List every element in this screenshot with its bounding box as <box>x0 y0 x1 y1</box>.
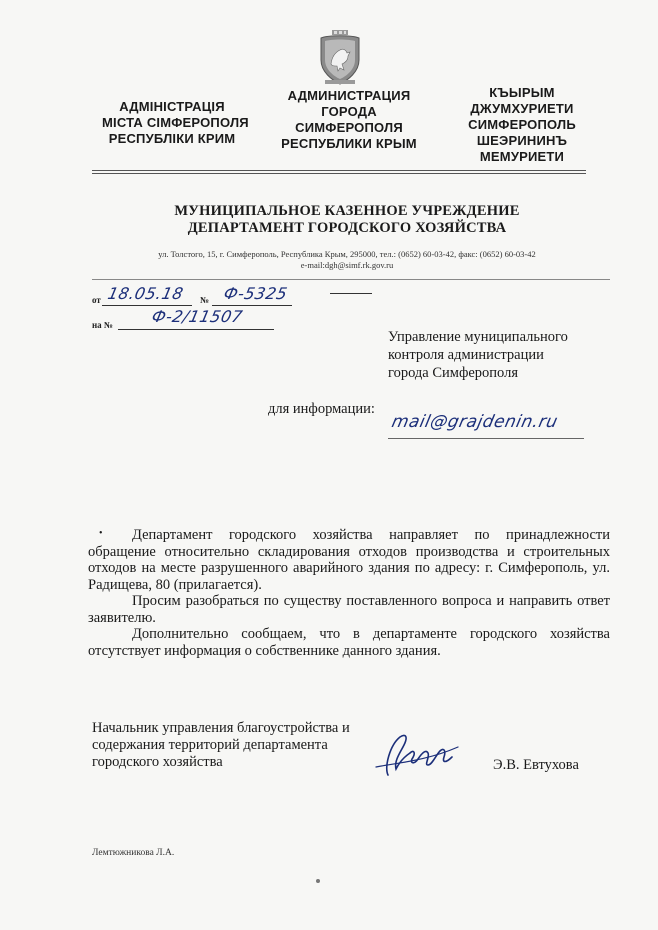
registration-number: Ф-5325 <box>221 284 290 303</box>
organization-contacts <box>92 249 602 271</box>
reply-number: Ф-2/11507 <box>149 307 245 326</box>
bullet-mark: • <box>99 528 103 539</box>
registration-date: 18.05.18 <box>105 284 186 303</box>
header-divider <box>92 170 586 174</box>
reply-number-label: на № <box>92 320 113 330</box>
number-field-extension <box>330 293 372 294</box>
letter-body <box>88 527 610 659</box>
body-paragraph-1: Департамент городского хозяйства направляет по принадлежности обращение относительно складирования отходов производства и строительных отходов на месте разрушенного аварийного здания по адресу: г. Симферополь, ул. Радищева, 80 (прилагается). <box>88 527 610 593</box>
organization-address: ул. Толстого, 15, г. Симферополь, Республика Крым, 295000, тел.: (0652) 60-03-42, факс: (0652) 60-03-42 <box>158 249 536 259</box>
header-center-line: АДМИНИСТРАЦИЯ <box>287 88 411 103</box>
organization-title-line1: МУНИЦИПАЛЬНОЕ КАЗЕННОЕ УЧРЕЖДЕНИЕ <box>174 203 520 219</box>
header-center-line: ГОРОДА <box>321 104 377 119</box>
header-right-line: СИМФЕРОПОЛЬ <box>468 117 576 132</box>
header-right-line: ДЖУМХУРИЕТИ <box>470 101 574 116</box>
header-right-line: КЪЫРЫМ <box>489 85 555 100</box>
header-center-russian <box>271 88 427 152</box>
header-left-line: РЕСПУБЛІКИ КРИМ <box>108 131 236 146</box>
header-left-line: АДМІНІСТРАЦІЯ <box>119 99 225 114</box>
addressee-line: контроля администрации <box>388 347 544 363</box>
info-label: для информации: <box>268 401 375 417</box>
date-label: от <box>92 295 101 305</box>
signatory-position-line: Начальник управления благоустройства и <box>92 720 350 736</box>
body-paragraph-2: Просим разобраться по существу поставленного вопроса и направить ответ заявителю. <box>88 593 610 626</box>
handwritten-signature-icon <box>366 727 466 783</box>
organization-email: e-mail:dgh@simf.rk.gov.ru <box>300 260 394 270</box>
header-right-line: ШЕЭРИНИНЪ <box>476 133 568 148</box>
header-right-line: МЕМУРИЕТИ <box>479 149 565 164</box>
signatory-position <box>92 720 350 771</box>
info-email: mail@grajdenin.ru <box>389 412 560 432</box>
addressee-line: Управление муниципального <box>388 329 568 345</box>
header-center-line: СИМФЕРОПОЛЯ <box>295 120 403 135</box>
organization-title-line2: ДЕПАРТАМЕНТ ГОРОДСКОГО ХОЗЯЙСТВА <box>187 220 507 236</box>
signatory-position-line: содержания территорий департамента <box>92 737 328 753</box>
body-paragraph-3: Дополнительно сообщаем, что в департаменте городского хозяйства отсутствует информация о собственнике данного здания. <box>88 626 610 659</box>
scan-speck <box>316 879 320 883</box>
info-email-underline <box>388 438 584 439</box>
signatory-position-line: городского хозяйства <box>92 754 223 770</box>
crimea-coat-of-arms-icon <box>318 30 362 86</box>
addressee-line: города Симферополя <box>388 365 519 381</box>
contacts-divider <box>92 279 610 280</box>
header-left-ukrainian <box>102 99 249 147</box>
organization-title <box>92 203 602 237</box>
header-right-crimean-tatar <box>452 85 592 165</box>
signatory-name: Э.В. Евтухова <box>493 757 579 773</box>
addressee <box>388 328 568 382</box>
header-left-line: МІСТА СІМФЕРОПОЛЯ <box>102 115 249 130</box>
number-label: № <box>200 295 210 305</box>
header-center-line: РЕСПУБЛИКИ КРЫМ <box>281 136 417 151</box>
executor-name: Лемтюжникова Л.А. <box>92 848 175 858</box>
